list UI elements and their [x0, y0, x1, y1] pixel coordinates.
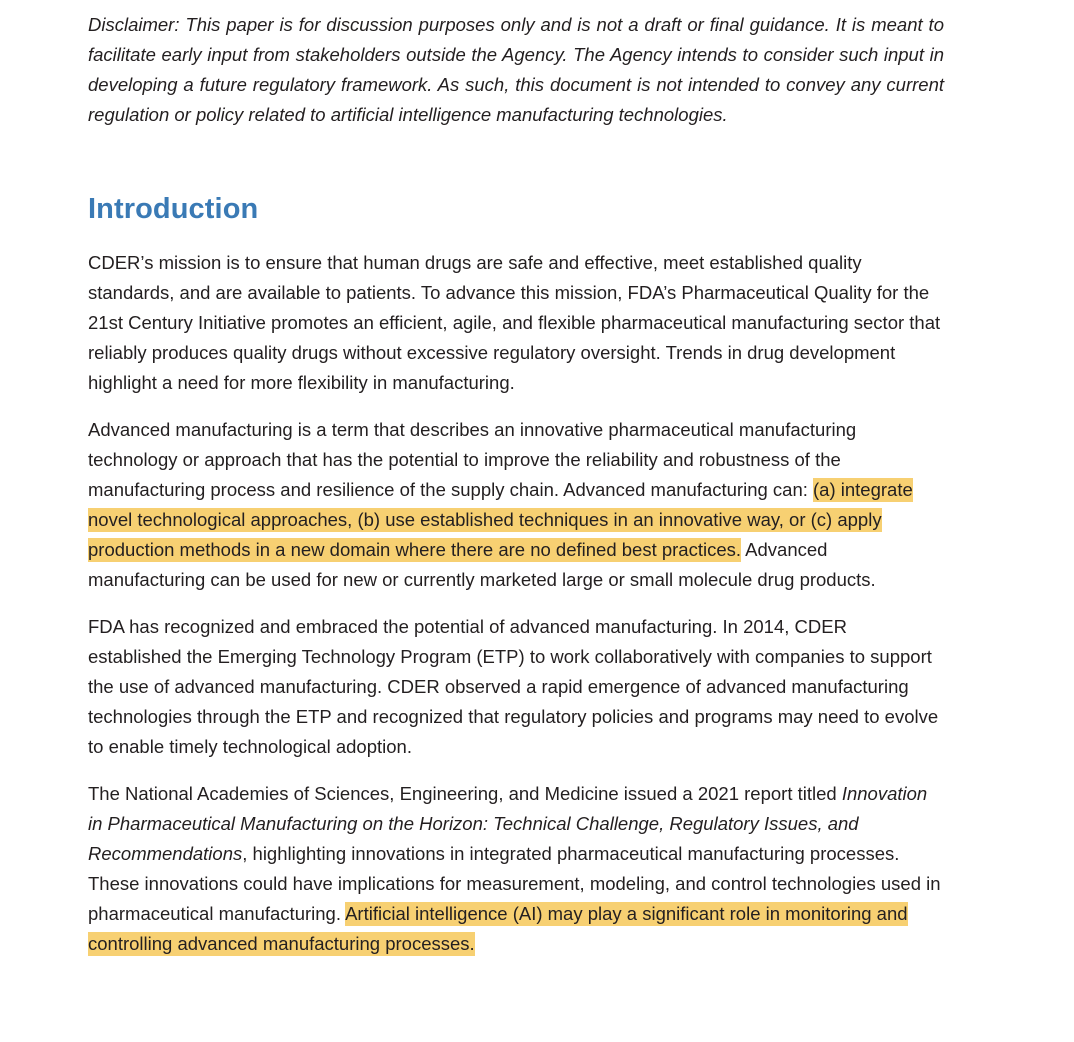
- body-paragraph-1: [88, 248, 944, 398]
- page-title: Introduction: [88, 193, 259, 225]
- text-run: CDER’s mission is to ensure that human drugs are safe and effective, meet established quality standards, and are available to patients. To advance this mission, FDA’s Pharmaceutical Quality for the 21st Century Initiative promotes an efficient, agile, and flexible pharmaceutical manufacturing sector that reliably produces quality drugs without excessive regulatory oversight. Trends in drug development highlight a need for more flexibility in manufacturing.: [88, 252, 941, 393]
- text-run: , highlighting innovations in integrated pharmaceutical manufacturing processes. These innovations could have implications for measurement, modeling, and control technologies used in pharmaceutical manufacturing.: [88, 843, 941, 924]
- text-run: Advanced manufacturing can be used for new or currently marketed large or small molecule drug products.: [88, 539, 876, 590]
- highlighted-text: (a) integrate novel technological approaches, (b) use established techniques in an innovative way, or (c) apply production methods in a new domain where there are no defined best practices.: [88, 479, 913, 560]
- disclaimer-paragraph: Disclaimer: This paper is for discussion purposes only and is not a draft or final guidance. It is meant to facilitate early input from stakeholders outside the Agency. The Agency intends to consider such input in developing a future regulatory framework. As such, this document is not intended to convey any current regulation or policy related to artificial intelligence manufacturing technologies.: [88, 14, 944, 125]
- body-paragraph-4: [88, 779, 944, 959]
- body-paragraph-2: [88, 415, 944, 595]
- body-paragraph-3: [88, 612, 944, 762]
- text-run: The National Academies of Sciences, Engineering, and Medicine issued a 2021 report titled: [88, 783, 842, 804]
- text-run: FDA has recognized and embraced the potential of advanced manufacturing. In 2014, CDER established the Emerging Technology Program (ETP) to work collaboratively with companies to support the use of advanced manufacturing. CDER observed a rapid emergence of advanced manufacturing technologies through the ETP and recognized that regulatory policies and programs may need to evolve to enable timely technological adoption.: [88, 616, 939, 757]
- italic-title-text: Innovation in Pharmaceutical Manufacturing on the Horizon: Technical Challenge, Regulatory Issues, and Recommendations: [88, 783, 928, 864]
- text-run: Advanced manufacturing is a term that describes an innovative pharmaceutical manufacturing technology or approach that has the potential to improve the reliability and robustness of the manufacturing process and resilience of the supply chain. Advanced manufacturing can:: [88, 419, 857, 500]
- highlighted-text: Artificial intelligence (AI) may play a significant role in monitoring and controlling advanced manufacturing processes.: [88, 903, 908, 954]
